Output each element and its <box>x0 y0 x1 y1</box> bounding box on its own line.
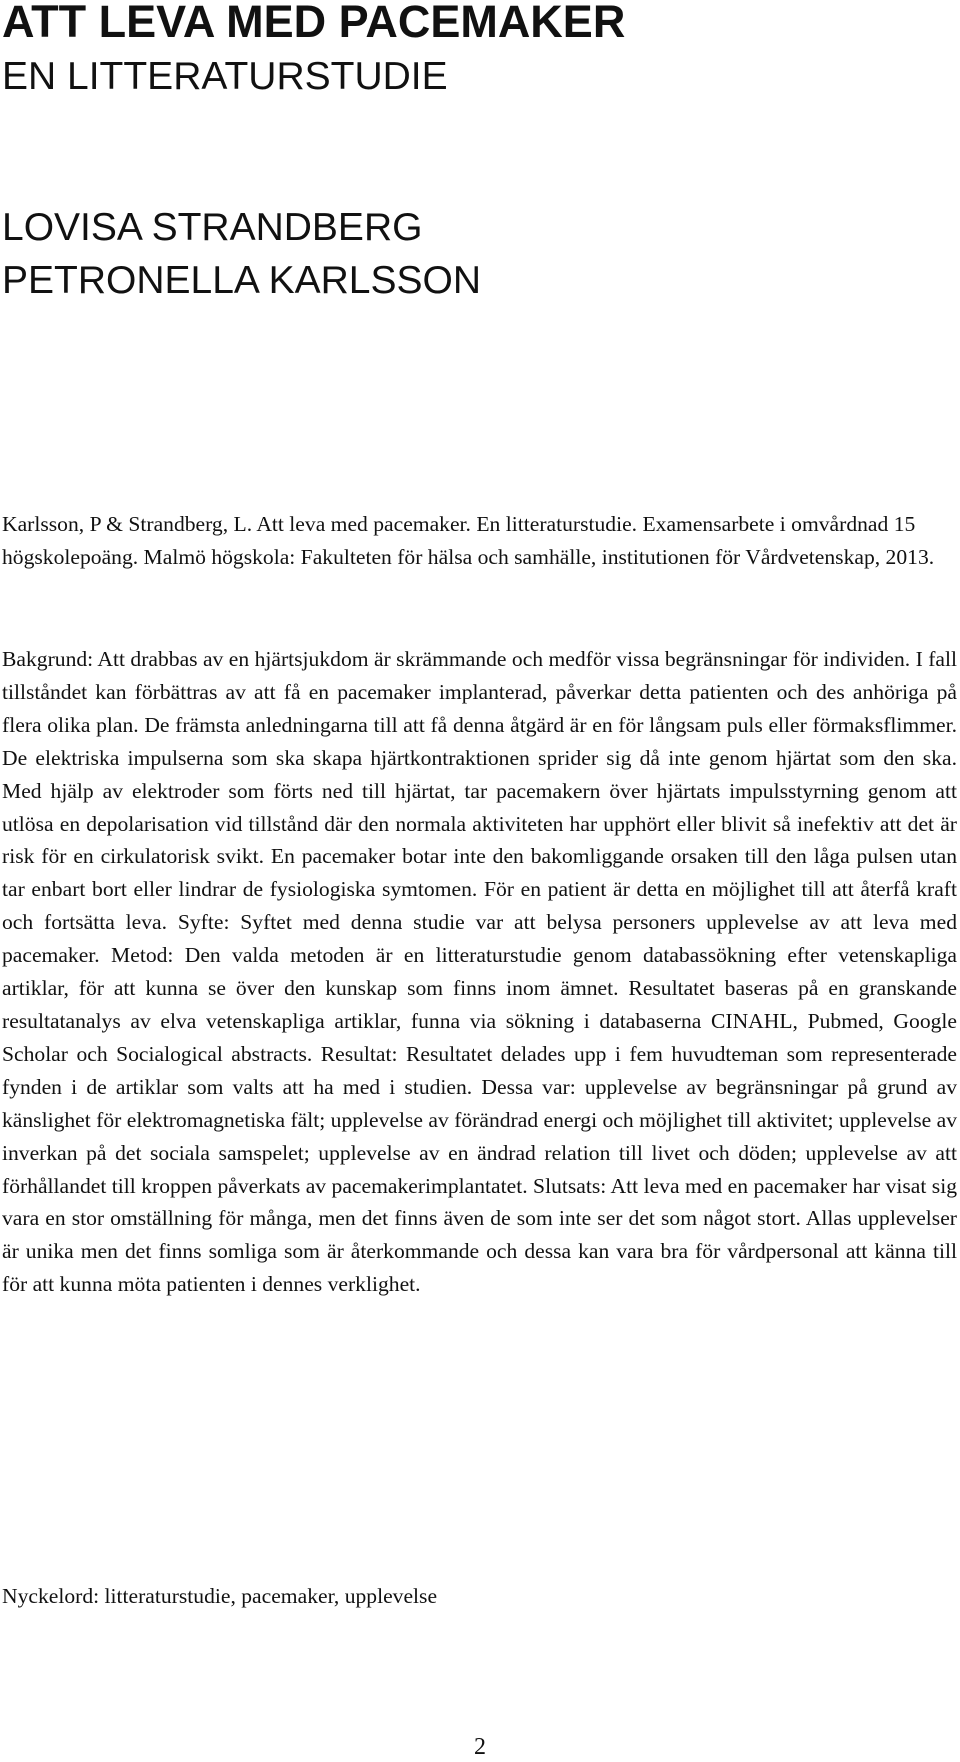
document-title: ATT LEVA MED PACEMAKER <box>2 0 626 47</box>
keywords-line: Nyckelord: litteraturstudie, pacemaker, upplevelse <box>2 1584 438 1608</box>
author-name: PETRONELLA KARLSSON <box>2 259 482 302</box>
author-name: LOVISA STRANDBERG <box>2 206 423 249</box>
page-number: 2 <box>474 1734 486 1760</box>
citation-paragraph: Karlsson, P & Strandberg, L. Att leva med pacemaker. En litteraturstudie. Examensarbete i omvårdnad 15 högskolepoäng. Malmö högskola: Fakulteten för hälsa och samhälle, institutionen för Vårdvetenskap, 2013. <box>2 512 935 569</box>
abstract-paragraph: Bakgrund: Att drabbas av en hjärtsjukdom är skrämmande och medför vissa begränsningar för individen. I fall tillståndet kan förbättras av att få en pacemaker implanterad, påverkar detta patienten och des anhöriga på flera olika plan. De främsta anledningarna till att få denna åtgärd är en för långsam puls eller förmaksflimmer. De elektriska impulserna som ska skapa hjärtkontraktionen sprider sig då inte genom hjärtat som den ska. Med hjälp av elektroder som förts ned till hjärtat, tar pacemakern över hjärtats impulsstyrning genom att utlösa en depolarisation vid tillstånd där den normala aktiviteten har upphört eller blivit så inefektiv att det är risk för en cirkulatorisk svikt. En pacemaker botar inte den bakomliggande orsaken till den låga pulsen utan tar enbart bort eller lindrar de fysiologiska symtomen. För en patient är detta en möjlighet till att återfå kraft och fortsätta leva. Syfte: Syftet med denna studie var att belysa personers upplevelse av att leva med pacemaker. Metod: Den valda metoden är en litteraturstudie genom databassökning efter vetenskapliga artiklar, för att kunna se över den kunskap som finns inom ämnet. Resultatet baseras på en granskande resultatanalys av elva vetenskapliga artiklar, funna via sökning i databaserna CINAHL, Pubmed, Google Scholar och Socialogical abstracts. Resultat: Resultatet delades upp i fem huvudteman som representerade fynden i de artiklar som valts att ha med i studien. Dessa var: upplevelse av begränsningar på grund av känslighet för elektromagnetiska fält; upplevelse av förändrad energi och möjlighet till aktivitet; upplevelse av inverkan på det sociala samspelet; upplevelse av en ändrad relation till livet och döden; upplevelse av att förhållandet till kroppen påverkats av pacemakerimplantatet. Slutsats: Att leva med en pacemaker har visat sig vara en stor omställning för många, men det finns även de som inte ser det som något stort. Allas upplevelser är unika men det finns somliga som är återkommande och dessa kan vara bra för vårdpersonal att känna till för att kunna möta patienten i dennes verklighet. <box>2 647 957 1297</box>
document-subtitle: EN LITTERATURSTUDIE <box>2 55 448 98</box>
